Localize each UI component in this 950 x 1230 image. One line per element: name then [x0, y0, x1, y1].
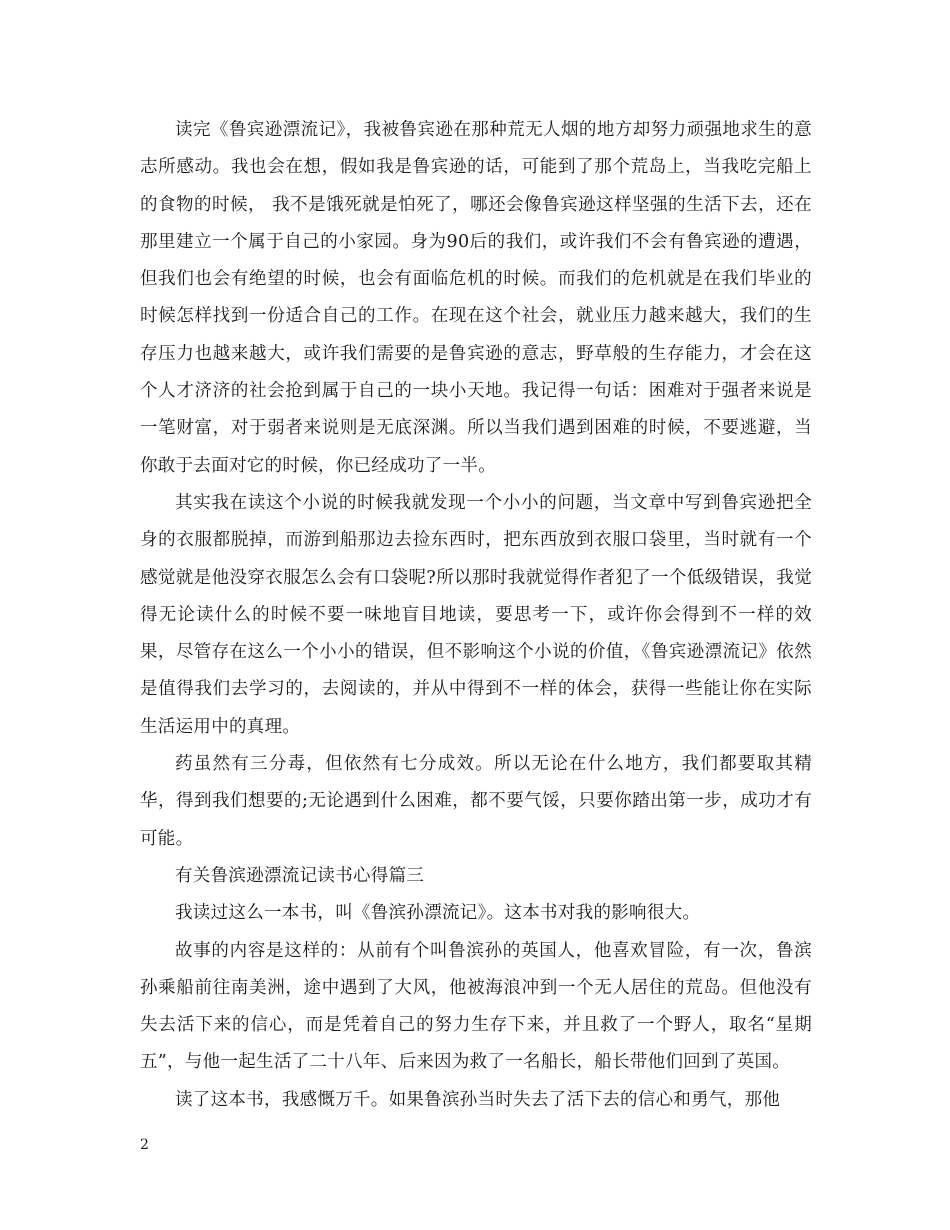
- paragraph-4: 我读过这么一本书，叫《鲁滨孙漂流记》。这本书对我的影响很大。: [175, 903, 701, 924]
- page-number: 2: [140, 1137, 149, 1153]
- section-heading: 有关鲁滨逊漂流记读书心得篇三: [175, 865, 425, 886]
- paragraph-2: 其实我在读这个小说的时候我就发现一个小小的问题，当文章中写到鲁宾逊把全身的衣服都脱掉，而游到船那边去捡东西时，把东西放到衣服口袋里，当时就有一个感觉就是他没穿衣服怎么会有口袋呢?所以那时我就觉得作者犯了一个低级错误，我觉得无论读什么的时候不要一味地盲目地读，要思考一下，或许你会得到不一样的效果，尽管存在这么一个小小的错误，但不影响这个小说的价值，《鲁宾逊漂流记》依然是值得我们去学习的，去阅读的，并从中得到不一样的体会，获得一些能让你在实际生活运用中的真理。: [140, 492, 812, 737]
- document-body: [140, 112, 812, 1119]
- paragraph-6: 读了这本书，我感慨万千。如果鲁滨孙当时失去了活下去的信心和勇气，那他: [175, 1089, 781, 1110]
- paragraph-1: 读完《鲁宾逊漂流记》，我被鲁宾逊在那种荒无人烟的地方却努力顽强地求生的意志所感动。我也会在想，假如我是鲁宾逊的话，可能到了那个荒岛上，当我吃完船上的食物的时候， 我不是饿死就是怕死了，哪还会像鲁宾逊这样坚强的生活下去，还在那里建立一个属于自己的小家园。身为90后的我们，或许我们不会有鲁宾逊的遭遇，但我们也会有绝望的时候，也会有面临危机的时候。而我们的危机就是在我们毕业的时候怎样找到一份适合自己的工作。在现在这个社会，就业压力越来越大，我们的生存压力也越来越大，或许我们需要的是鲁宾逊的意志，野草般的生存能力，才会在这个人才济济的社会抢到属于自己的一块小天地。我记得一句话：困难对于强者来说是一笔财富，对于弱者来说则是无底深渊。所以当我们遇到困难的时候，不要逃避，当你敢于去面对它的时候，你已经成功了一半。: [140, 120, 812, 476]
- paragraph-5: 故事的内容是这样的：从前有个叫鲁滨孙的英国人，他喜欢冒险，有一次，鲁滨孙乘船前往南美洲，途中遇到了大风，他被海浪冲到一个无人居住的荒岛。但他没有失去活下来的信心，而是凭着自己的努力生存下来，并且救了一个野人，取名“星期五”，与他一起生活了二十八年、后来因为救了一名船长，船长带他们回到了英国。: [140, 940, 812, 1073]
- paragraph-3: 药虽然有三分毒，但依然有七分成效。所以无论在什么地方，我们都要取其精华，得到我们想要的;无论遇到什么困难，都不要气馁，只要你踏出第一步，成功才有可能。: [140, 754, 812, 849]
